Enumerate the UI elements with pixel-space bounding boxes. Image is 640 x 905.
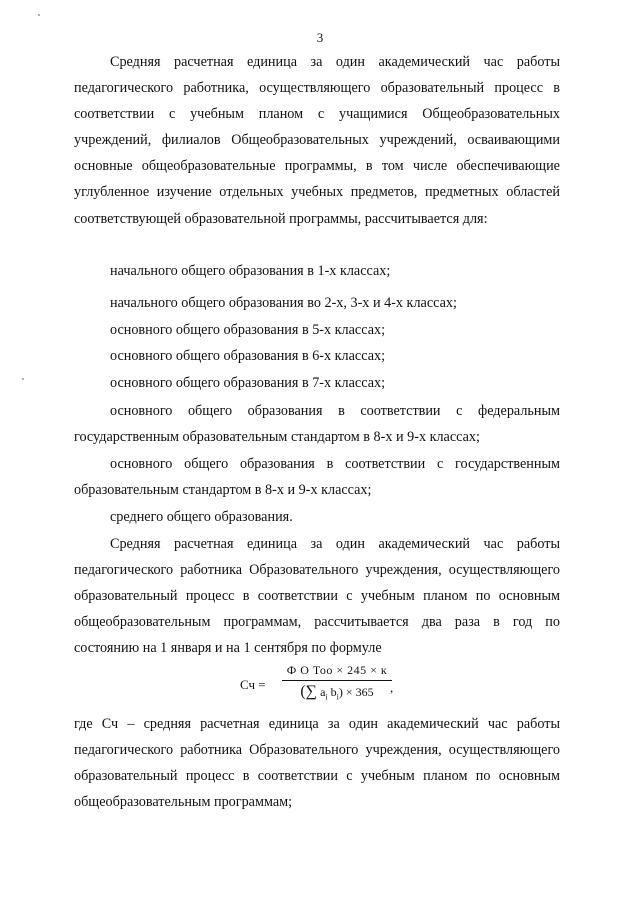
- page-number: 3: [316, 30, 324, 45]
- list-item-secondary: среднего общего образования.: [110, 509, 293, 525]
- sum-icon: ∑: [305, 683, 318, 700]
- subscript-i: i: [325, 692, 328, 702]
- formula-fraction: [282, 662, 392, 705]
- list-item: начального общего образования в 1-х классах;: [110, 263, 391, 279]
- subscript-i: i: [336, 692, 339, 702]
- list-item: основного общего образования в 7-х классах;: [110, 375, 386, 391]
- formula-numerator: Ф О Тоо × 245 × к: [286, 663, 388, 677]
- formula-lhs: Сч =: [240, 677, 266, 692]
- var-b: b: [327, 685, 337, 699]
- list-item: основного общего образования в 5-х классах;: [110, 322, 386, 338]
- list-item: основного общего образования в 6-х классах;: [110, 348, 386, 364]
- paragraph-intro: Средняя расчетная единица за один академический час работы педагогического работника, осуществляющего образовательный процесс в соответствии с учебным планом с учащимися Общеобразовательных учреждений, филиалов Общеобразовательных учреждений, осваивающими основные общеобразовательные программы, в том числе обеспечивающие углубленное изучение отдельных учебных предметов, предметных областей соответствующей образовательной программы, рассчитывается для:: [74, 54, 560, 227]
- fraction-bar: [282, 680, 392, 681]
- paren-open: (: [300, 683, 306, 700]
- scan-mark: [38, 14, 40, 16]
- paragraph-rate-calculation: Средняя расчетная единица за один академический час работы педагогического работника Образовательного учреждения, осуществляющего образовательный процесс в соответствии с учебным планом по основным общеобразовательным программам, рассчитывается два раза в год по состоянию на 1 января и на 1 сентября по формуле: [74, 536, 560, 657]
- formula: [240, 662, 410, 708]
- denominator-tail: ) × 365: [338, 685, 374, 699]
- list-item-fgos: основного общего образования в соответствии с федеральным государственным образовательным стандартом в 8-х и 9-х классах;: [74, 403, 560, 446]
- formula-denominator: [282, 683, 392, 705]
- var-a: a: [317, 685, 326, 699]
- paragraph-definition: где Сч – средняя расчетная единица за один академический час работы педагогического работника Образовательного учреждения, осуществляющего образовательный процесс в соответствии с учебным планом по основным общеобразовательным программам;: [74, 716, 560, 811]
- formula-comma: ,: [390, 680, 394, 695]
- list-item: начального общего образования во 2-х, 3-х и 4-х классах;: [110, 295, 457, 311]
- scan-mark: [22, 378, 24, 380]
- list-item-gos: основного общего образования в соответствии с государственным образовательным стандартом в 8-х и 9-х классах;: [74, 456, 560, 499]
